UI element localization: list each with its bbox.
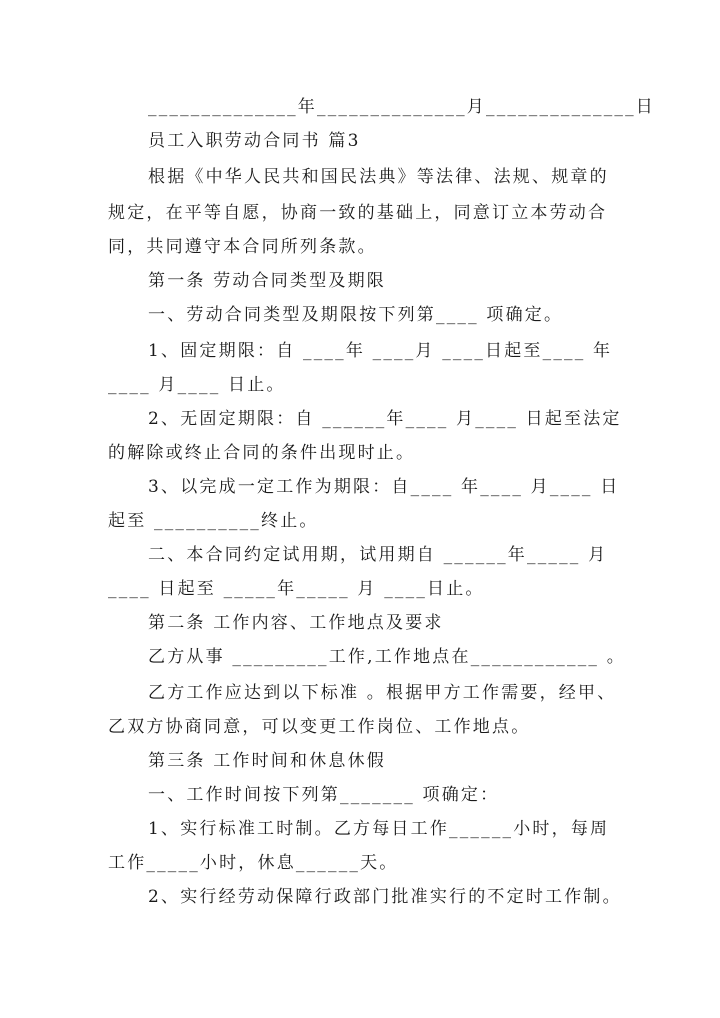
paragraph-line: 根据《中华人民共和国民法典》等法律、法规、规章的	[148, 167, 609, 187]
paragraph-line: 2、无固定期限：自 ______年____ 月____ 日起至法定	[148, 409, 622, 429]
paragraph-line: 规定，在平等自愿，协商一致的基础上，同意订立本劳动合	[108, 203, 608, 223]
paragraph-line: 1、固定期限：自 ____年 ____月 ____日起至____ 年	[148, 341, 613, 361]
paragraph-line: 乙方从事 _________工作,工作地点在____________ 。	[148, 647, 626, 667]
article-heading: 第二条 工作内容、工作地点及要求	[148, 613, 444, 633]
paragraph-line: 3、以完成一定工作为期限：自____ 年____ 月____ 日	[148, 477, 620, 497]
paragraph-line: 乙双方协商同意，可以变更工作岗位、工作地点。	[108, 717, 531, 737]
paragraph-line: 2、实行经劳动保障行政部门批准实行的不定时工作制。	[148, 887, 622, 907]
article-heading: 第三条 工作时间和休息休假	[148, 751, 387, 771]
paragraph-line: 一、工作时间按下列第_______ 项确定：	[148, 785, 500, 805]
paragraph-line: 乙方工作应达到以下标准 。根据甲方工作需要，经甲、	[148, 683, 617, 703]
paragraph-line: 1、实行标准工时制。乙方每日工作______小时，每周	[148, 819, 610, 839]
paragraph-line: 二、本合同约定试用期，试用期自 ______年_____ 月	[148, 545, 608, 565]
paragraph-line: ____ 日起至 _____年_____ 月 ____日止。	[108, 579, 485, 599]
paragraph-line: 一、劳动合同类型及期限按下列第____ 项确定。	[148, 305, 564, 325]
date-line: ______________年______________月______________日	[148, 97, 655, 117]
paragraph-line: 的解除或终止合同的条件出现时止。	[108, 443, 416, 463]
paragraph-line: 同，共同遵守本合同所列条款。	[108, 237, 377, 257]
section-title: 员工入职劳动合同书 篇3	[148, 131, 361, 151]
paragraph-line: 工作_____小时，休息______天。	[108, 853, 399, 873]
paragraph-line: ____ 月____ 日止。	[108, 375, 286, 395]
paragraph-line: 起至 __________终止。	[108, 511, 319, 531]
article-heading: 第一条 劳动合同类型及期限	[148, 271, 387, 291]
